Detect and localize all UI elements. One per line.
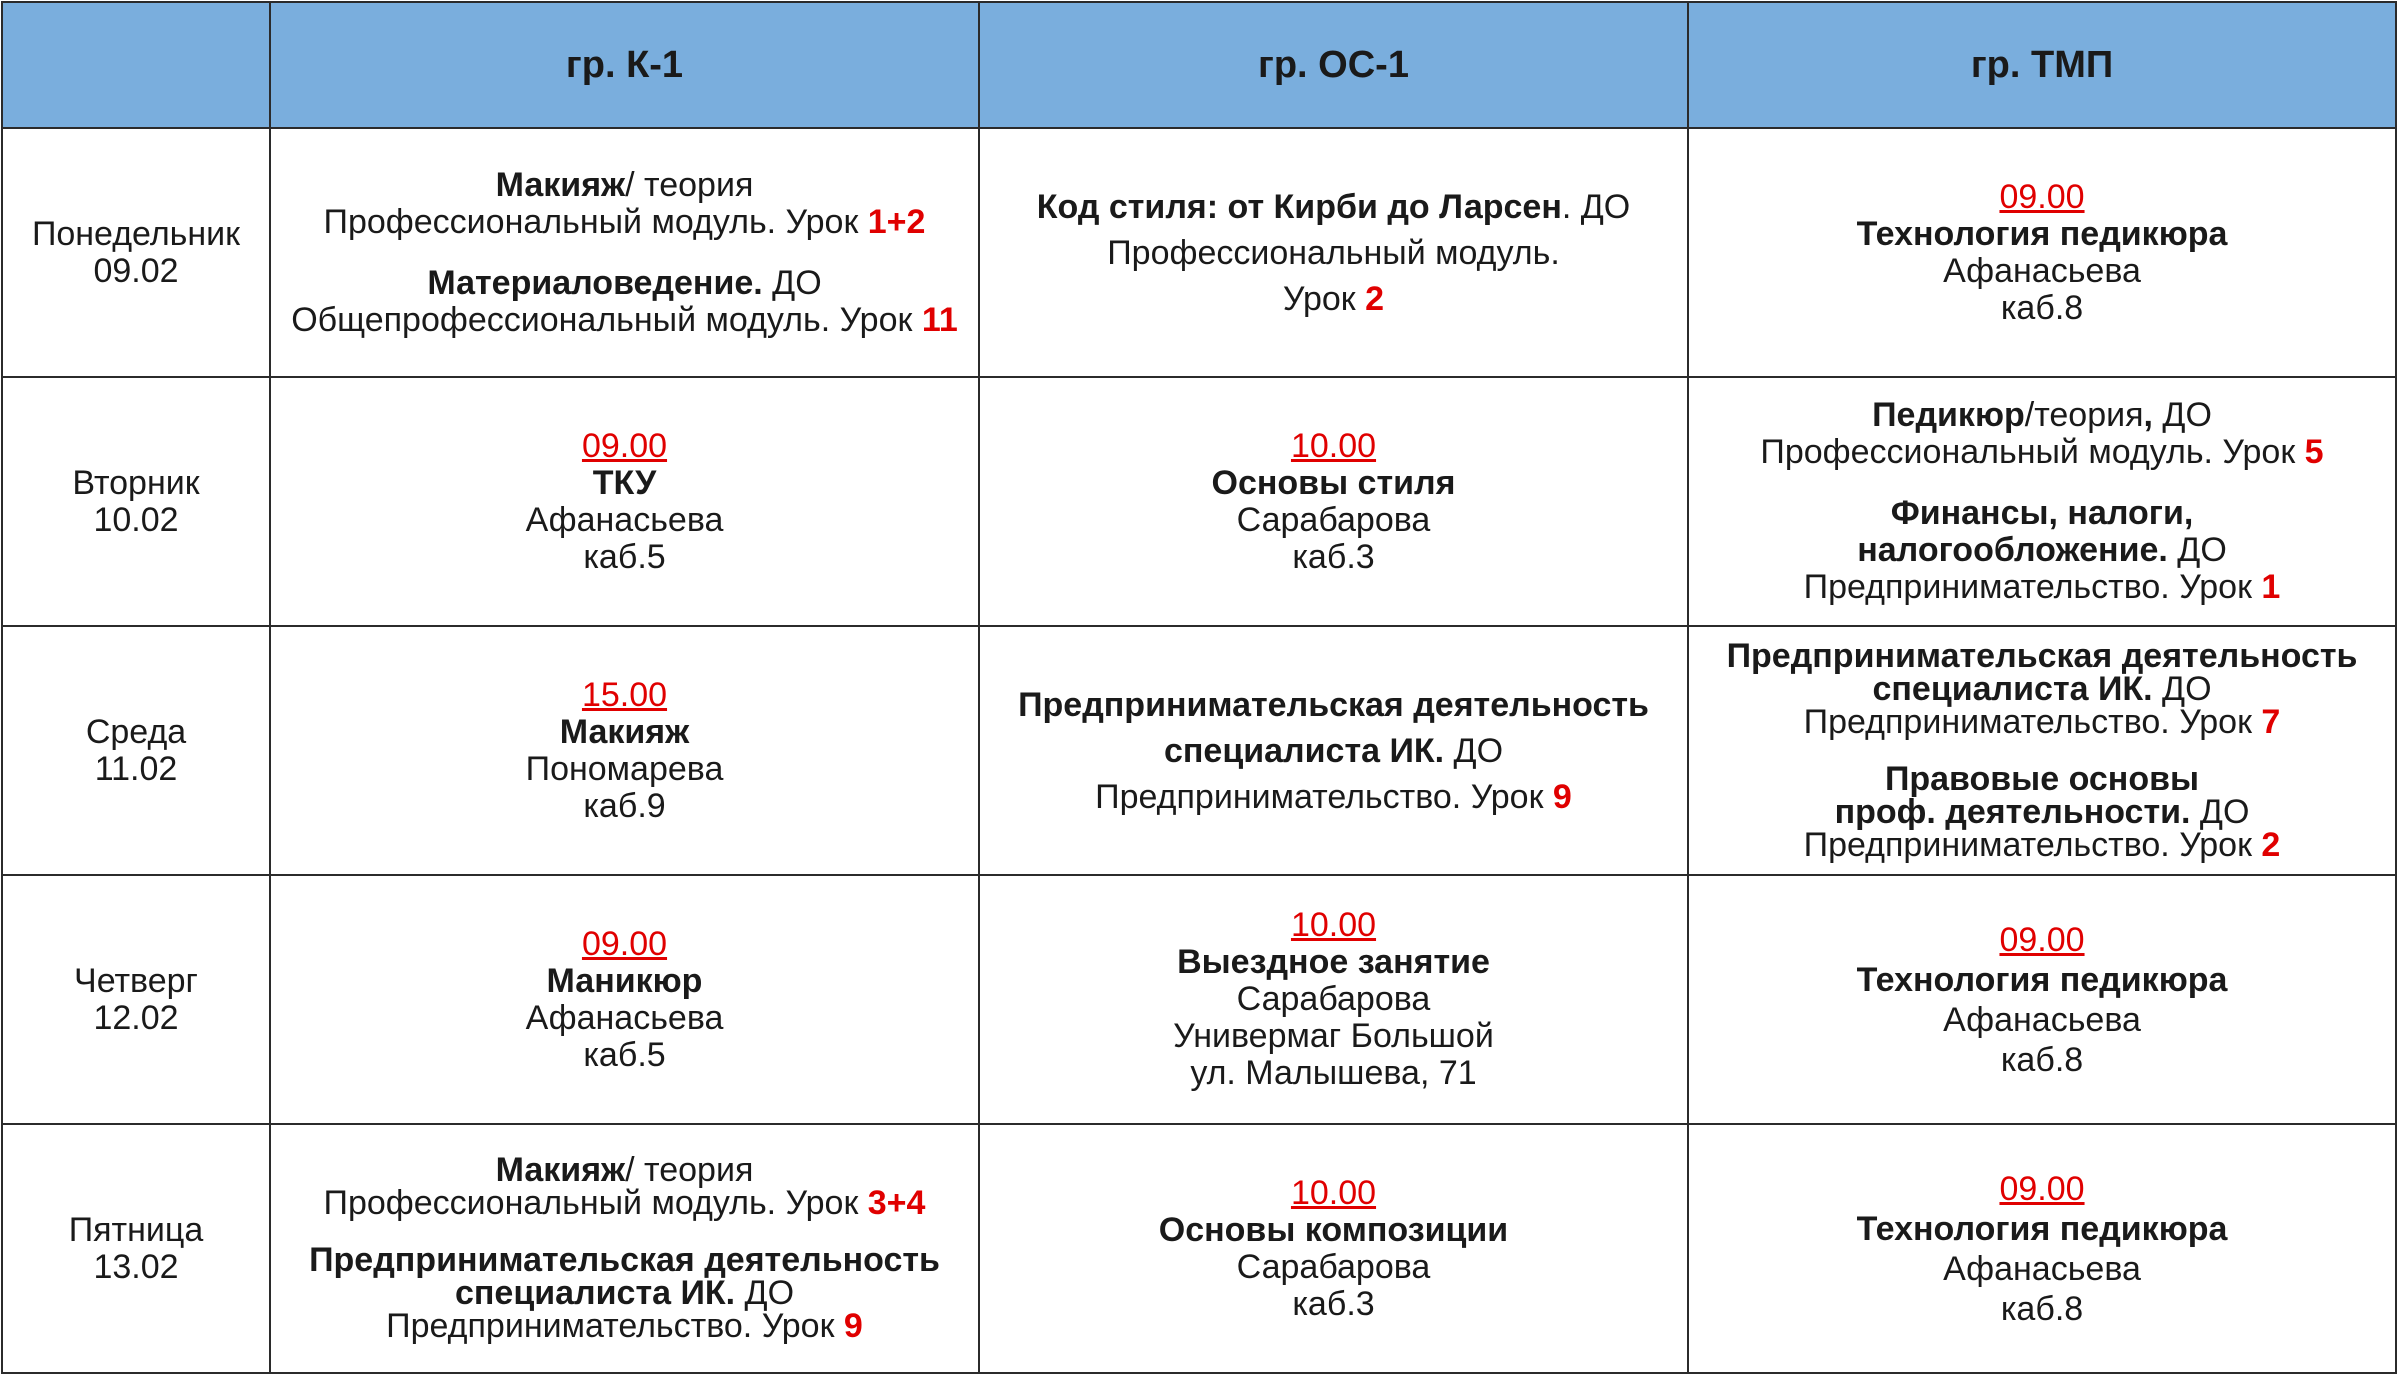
lesson-time: 09.00 [581,924,668,963]
lesson-entry [1699,397,2385,471]
subject: специалиста ИК. [1163,731,1445,770]
lesson-entry [281,1241,968,1345]
row-friday [2,1124,2396,1373]
subject-suffix: ДО [2152,669,2212,708]
day-cell [2,626,270,875]
room: каб.3 [1292,1284,1375,1323]
lesson-entry [281,1151,968,1222]
subject-suffix: / теория [625,1151,754,1189]
lesson-time: 10.00 [1290,906,1377,944]
subject-comma: , [2143,396,2153,434]
cell-thu-tmp [1688,875,2396,1124]
day-cell [2,377,270,626]
subject: Финансы, налоги, [1890,494,2194,532]
teacher: Афанасьева [1943,1249,2141,1288]
schedule-table [1,1,2397,1374]
lesson-prefix: Урок [1282,279,1366,318]
day-name: Понедельник [31,214,241,253]
header-corner [2,2,270,128]
subject: Педикюр [1872,396,2025,434]
lesson-number: 9 [1552,777,1572,816]
day-cell [2,128,270,377]
cell-thu-k1 [270,875,979,1124]
day-date: 13.02 [93,1247,179,1286]
lesson-time: 10.00 [1290,1173,1377,1212]
lesson-time: 09.00 [1999,177,2085,216]
day-date: 09.02 [93,251,179,290]
subject: проф. деятельности. [1834,792,2191,831]
header-group-os1: гр. ОС-1 [979,2,1688,128]
subject: Маникюр [546,961,703,1000]
lesson-time: 15.00 [581,675,668,714]
lesson-number: 1 [2261,568,2281,606]
room: каб.8 [2000,1289,2084,1328]
subject-mid: /теория [2024,396,2144,434]
day-date: 10.02 [93,500,179,539]
cell-fri-tmp [1688,1124,2396,1373]
module: Предпринимательство. Урок [386,1307,844,1345]
cell-mon-k1 [270,128,979,377]
module: Профессиональный модуль. [1107,233,1560,272]
teacher: Сарабарова [1236,1247,1431,1286]
subject-suffix: ДО [2167,531,2227,569]
header-group-k1: гр. К-1 [270,2,979,128]
subject: Предпринимательская деятельность [309,1241,940,1279]
lesson-entry [281,167,968,241]
day-name: Пятница [68,1210,204,1249]
lesson-number: 2 [2261,825,2281,864]
subject: специалиста ИК. [1872,669,2153,708]
lesson-number: 11 [921,300,958,339]
subject: Правовые основы [1884,759,2200,798]
day-name: Четверг [74,961,198,1000]
lesson-entry [1699,759,2385,864]
subject-suffix: / теория [625,165,754,204]
room: каб.5 [583,1035,666,1074]
subject: Макияж [495,165,626,204]
cell-tue-k1 [270,377,979,626]
row-monday [2,128,2396,377]
cell-tue-tmp [1688,377,2396,626]
subject: ТКУ [592,463,657,502]
subject: Выездное занятие [1177,943,1490,981]
lesson-time: 09.00 [1999,920,2085,959]
cell-fri-os1 [979,1124,1688,1373]
cell-wed-k1 [270,626,979,875]
lesson-time: 10.00 [1290,426,1377,465]
lesson-number: 7 [2261,702,2281,741]
subject-suffix: ДО [1444,731,1504,770]
teacher: Пономарева [525,749,724,788]
teacher: Афанасьева [525,998,724,1037]
teacher: Афанасьева [1943,251,2141,290]
subject: Макияж [559,712,690,751]
lesson-number: 9 [843,1307,863,1345]
teacher: Афанасьева [525,500,724,539]
day-date: 11.02 [94,749,178,788]
cell-mon-tmp [1688,128,2396,377]
subject: Технология педикюра [1856,960,2228,999]
cell-thu-os1 [979,875,1688,1124]
subject: Макияж [495,1151,626,1189]
row-tuesday [2,377,2396,626]
cell-wed-tmp [1688,626,2396,875]
day-name: Среда [85,712,187,751]
subject-suffix: ДО [2152,396,2212,434]
teacher: Сарабарова [1236,500,1431,539]
header-row [2,2,2396,128]
subject: Основы стиля [1211,463,1456,502]
day-date: 12.02 [93,998,179,1037]
cell-fri-k1 [270,1124,979,1373]
teacher: Сарабарова [1236,980,1431,1018]
lesson-entry [1699,636,2385,741]
lesson-entry [281,265,968,339]
lesson-number: 1+2 [867,202,926,241]
subject-suffix: ДО [2190,792,2250,831]
lesson-number: 2 [1365,279,1385,318]
cell-mon-os1 [979,128,1688,377]
subject: Технология педикюра [1856,1209,2228,1248]
module: Предпринимательство. Урок [1803,702,2262,741]
subject: Материаловедение. [427,263,763,302]
room: каб.9 [583,786,666,825]
subject: специалиста ИК. [454,1274,736,1312]
room: каб.3 [1292,537,1375,576]
cell-wed-os1 [979,626,1688,875]
row-wednesday [2,626,2396,875]
row-thursday [2,875,2396,1124]
day-name: Вторник [72,463,200,502]
subject: налогообложение. [1857,531,2168,569]
subject: Технология педикюра [1856,214,2228,253]
address: ул. Малышева, 71 [1190,1054,1477,1092]
teacher: Афанасьева [1943,1000,2141,1039]
subject: Основы композиции [1158,1210,1509,1249]
lesson-number: 5 [2304,433,2324,471]
module: Предпринимательство. Урок [1803,568,2262,606]
lesson-time: 09.00 [581,426,668,465]
header-group-tmp: гр. ТМП [1688,2,2396,128]
module: Общепрофессиональный модуль. Урок [291,300,922,339]
subject: Предпринимательская деятельность [1018,685,1649,724]
module: Профессиональный модуль. Урок [323,1184,868,1222]
day-cell [2,875,270,1124]
subject-suffix: ДО [735,1274,795,1312]
module: Профессиональный модуль. Урок [323,202,868,241]
lesson-entry [1699,495,2385,606]
room: каб.5 [583,537,666,576]
subject-suffix: . ДО [1561,187,1631,226]
lesson-time: 09.00 [1999,1169,2085,1208]
module: Профессиональный модуль. Урок [1760,433,2305,471]
room: каб.8 [2000,1040,2084,1079]
place: Универмаг Большой [1173,1017,1494,1055]
cell-tue-os1 [979,377,1688,626]
module: Предпринимательство. Урок [1803,825,2262,864]
lesson-number: 3+4 [867,1184,926,1222]
subject: Код стиля: от Кирби до Ларсен [1036,187,1562,226]
day-cell [2,1124,270,1373]
subject: Предпринимательская деятельность [1726,636,2358,675]
subject-suffix: ДО [762,263,822,302]
room: каб.8 [2000,288,2084,327]
module: Предпринимательство. Урок [1095,777,1553,816]
